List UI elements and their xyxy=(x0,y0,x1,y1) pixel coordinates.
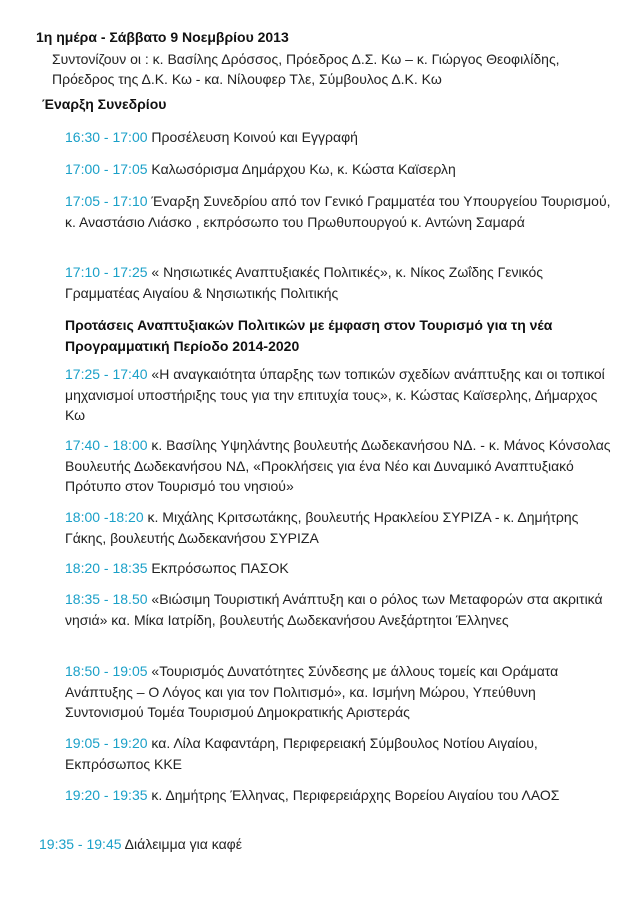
entry-time: 18:50 - 19:05 xyxy=(65,663,148,679)
entry-text: «Η αναγκαιότητα ύπαρξης των τοπικών σχεδίων ανάπτυξης και οι τοπικοί μηχανισμοί υποστήριξης τους για την επιτυχία τους», κ. Κώστας Καϊσερλης, Δήμαρχος Κω xyxy=(65,366,605,423)
entry-text: Έναρξη Συνεδρίου από τον Γενικό Γραμματέα του Υπουργείου Τουρισμού, κ. Αναστάσιο Λιάσκο , εκπρόσωπο του Πρωθυπουργού κ. Αντώνη Σαμαρά xyxy=(65,193,611,230)
entry-text: Εκπρόσωπος ΠΑΣΟΚ xyxy=(147,560,289,576)
coffee-break xyxy=(39,834,242,854)
entry-time: 17:40 - 18:00 xyxy=(65,437,148,453)
schedule-entry xyxy=(65,785,613,806)
entry-time: 18:35 - 18.50 xyxy=(65,591,148,607)
entry-text: κ. Βασίλης Υψηλάντης βουλευτής Δωδεκανήσου ΝΔ. - κ. Μάνος Κόνσολας Βουλευτής Δωδεκανήσου ΝΔ, «Προκλήσεις για ένα Νέο και Δυναμικό Αναπτυξιακό Πρότυπο στον Τουρισμό του νησιού» xyxy=(65,437,611,494)
schedule-entry xyxy=(65,159,613,180)
entry-text: Καλωσόρισμα Δημάρχου Κω, κ. Κώστα Καϊσερλη xyxy=(147,161,456,177)
entry-time: 17:25 - 17:40 xyxy=(65,366,148,382)
schedule-entry xyxy=(65,661,613,723)
schedule-entry xyxy=(65,191,613,232)
schedule-entry xyxy=(65,507,613,548)
entry-text: «Βιώσιμη Τουριστική Ανάπτυξη και ο ρόλος των Μεταφορών στα ακριτικά νησιά» κα. Μίκα Ιατρίδη, βουλευτής Δωδεκανήσου Ανεξάρτητοι Έλληνες xyxy=(65,591,603,628)
schedule-entry xyxy=(65,558,613,579)
entry-time: 17:10 - 17:25 xyxy=(65,264,148,280)
entry-time: 17:00 - 17:05 xyxy=(65,161,148,177)
schedule-entry xyxy=(65,262,613,303)
day-title: 1η ημέρα - Σάββατο 9 Νοεμβρίου 2013 xyxy=(36,29,289,45)
entry-text: κ. Μιχάλης Κριτσωτάκης, βουλευτής Ηρακλείου ΣΥΡΙΖΑ - κ. Δημήτρης Γάκης, βουλευτής Δωδεκανήσου ΣΥΡΙΖΑ xyxy=(65,509,579,546)
entry-text: «Τουρισμός Δυνατότητες Σύνδεσης με άλλους τομείς και Οράματα Ανάπτυξης – Ο Λόγος και για τον Πολιτισμό», κα. Ισμήνη Μώρου, Υπεύθυνη Συντονισμού Τομέα Τουρισμού Δημοκρατικής Αριστεράς xyxy=(65,663,559,720)
proposals-subheading: Προτάσεις Αναπτυξιακών Πολιτικών με έμφαση στον Τουρισμό για τη νέα Προγραμματική Περίοδο 2014-2020 xyxy=(65,317,553,354)
entry-time: 16:30 - 17:00 xyxy=(65,129,148,145)
entry-text: Προσέλευση Κοινού και Εγγραφή xyxy=(147,129,358,145)
entry-time: 19:20 - 19:35 xyxy=(65,787,148,803)
entry-time: 18:20 - 18:35 xyxy=(65,560,148,576)
section-title: Έναρξη Συνεδρίου xyxy=(42,96,167,112)
coordinators-text: Συντονίζουν οι : κ. Βασίλης Δρόσσος, Πρόεδρος Δ.Σ. Κω – κ. Γιώργος Θεοφιλίδης, Πρόεδρος της Δ.Κ. Κω - κα. Νίλουφερ Τλε, Σύμβουλος Δ.Κ. Κω xyxy=(52,51,560,87)
schedule-entry xyxy=(65,589,613,630)
break-text: Διάλειμμα για καφέ xyxy=(121,836,242,852)
entry-time: 19:05 - 19:20 xyxy=(65,735,148,751)
schedule-entry xyxy=(65,364,613,426)
entry-time: 17:05 - 17:10 xyxy=(65,193,148,209)
schedule-entry xyxy=(65,127,613,148)
entry-text: κ. Δημήτρης Έλληνας, Περιφερειάρχης Βορείου Αιγαίου του ΛΑΟΣ xyxy=(147,787,560,803)
schedule-entry xyxy=(65,733,613,774)
entry-text: κα. Λίλα Καφαντάρη, Περιφερειακή Σύμβουλος Νοτίου Αιγαίου, Εκπρόσωπος ΚΚΕ xyxy=(65,735,538,772)
entry-time: 18:00 -18:20 xyxy=(65,509,144,525)
break-time: 19:35 - 19:45 xyxy=(39,836,122,852)
entry-text: « Νησιωτικές Αναπτυξιακές Πολιτικές», κ. Νίκος Ζωΐδης Γενικός Γραμματέας Αιγαίου & Νησιωτικής Πολιτικής xyxy=(65,264,544,301)
schedule-entry xyxy=(65,435,613,497)
